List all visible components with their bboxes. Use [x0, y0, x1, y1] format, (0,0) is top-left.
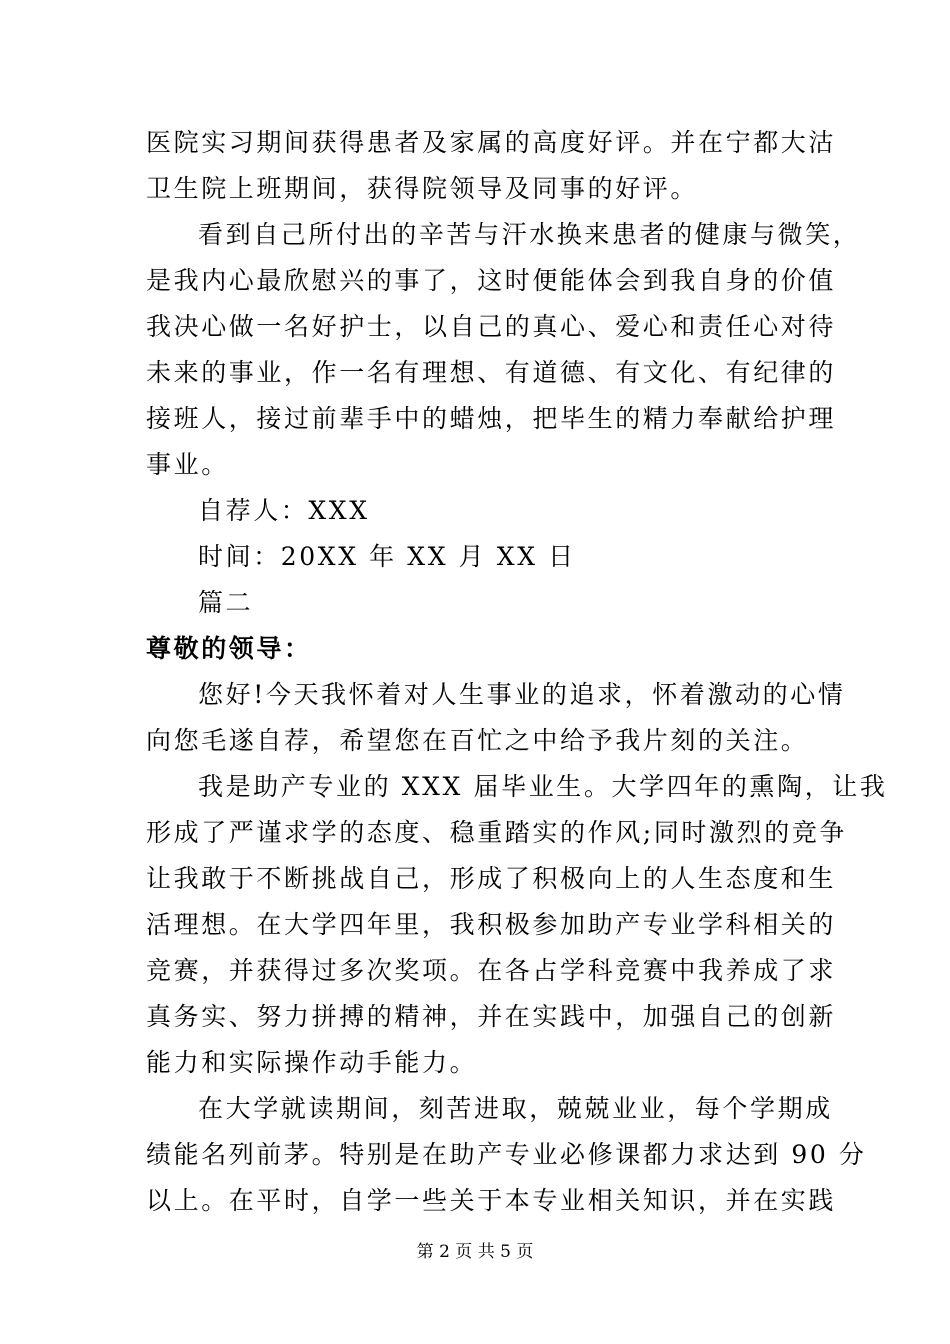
text-line: 形成了严谨求学的态度、稳重踏实的作风;同时激烈的竞争 — [146, 818, 848, 847]
page-footer: 第 2 页 共 5 页 — [416, 1242, 534, 1262]
text-line: 医院实习期间获得患者及家属的高度好评。并在宁都大沽 — [146, 128, 837, 157]
text-line: 是我内心最欣慰兴的事了，这时便能体会到我自身的价值 — [146, 266, 837, 295]
section-title: 篇二 — [198, 588, 254, 617]
text-line: 您好!今天我怀着对人生事业的追求，怀着激动的心情 — [198, 680, 846, 709]
text-line: 卫生院上班期间，获得院领导及同事的好评。 — [146, 174, 699, 203]
text-line: 竞赛，并获得过多次奖项。在各占学科竞赛中我养成了求 — [146, 956, 837, 985]
text-line: 能力和实际操作动手能力。 — [146, 1048, 478, 1077]
text-line: 看到自己所付出的辛苦与汗水换来患者的健康与微笑， — [198, 220, 861, 249]
date-line: 时间：20XX 年 XX 月 XX 日 — [198, 542, 576, 571]
salutation: 尊敬的领导： — [146, 634, 312, 663]
text-line: 未来的事业，作一名有理想、有道德、有文化、有纪律的 — [146, 358, 837, 387]
text-line: 事业。 — [146, 450, 229, 479]
text-line: 我决心做一名好护士，以自己的真心、爱心和责任心对待 — [146, 312, 837, 341]
text-line: 让我敢于不断挑战自己，形成了积极向上的人生态度和生 — [146, 864, 837, 893]
text-line: 在大学就读期间，刻苦进取，兢兢业业，每个学期成 — [198, 1094, 833, 1123]
text-line: 以上。在平时，自学一些关于本专业相关知识，并在实践 — [146, 1186, 837, 1215]
text-line: 接班人，接过前辈手中的蜡烛，把毕生的精力奉献给护理 — [146, 404, 837, 433]
text-line: 绩能名列前茅。特别是在助产专业必修课都力求达到 90 分 — [146, 1140, 867, 1169]
signature-line: 自荐人：XXX — [198, 496, 370, 525]
text-line: 我是助产专业的 XXX 届毕业生。大学四年的熏陶，让我 — [198, 772, 888, 801]
text-line: 向您毛遂自荐，希望您在百忙之中给予我片刻的关注。 — [146, 726, 809, 755]
text-line: 活理想。在大学四年里，我积极参加助产专业学科相关的 — [146, 910, 837, 939]
text-line: 真务实、努力拼搏的精神，并在实践中，加强自己的创新 — [146, 1002, 837, 1031]
